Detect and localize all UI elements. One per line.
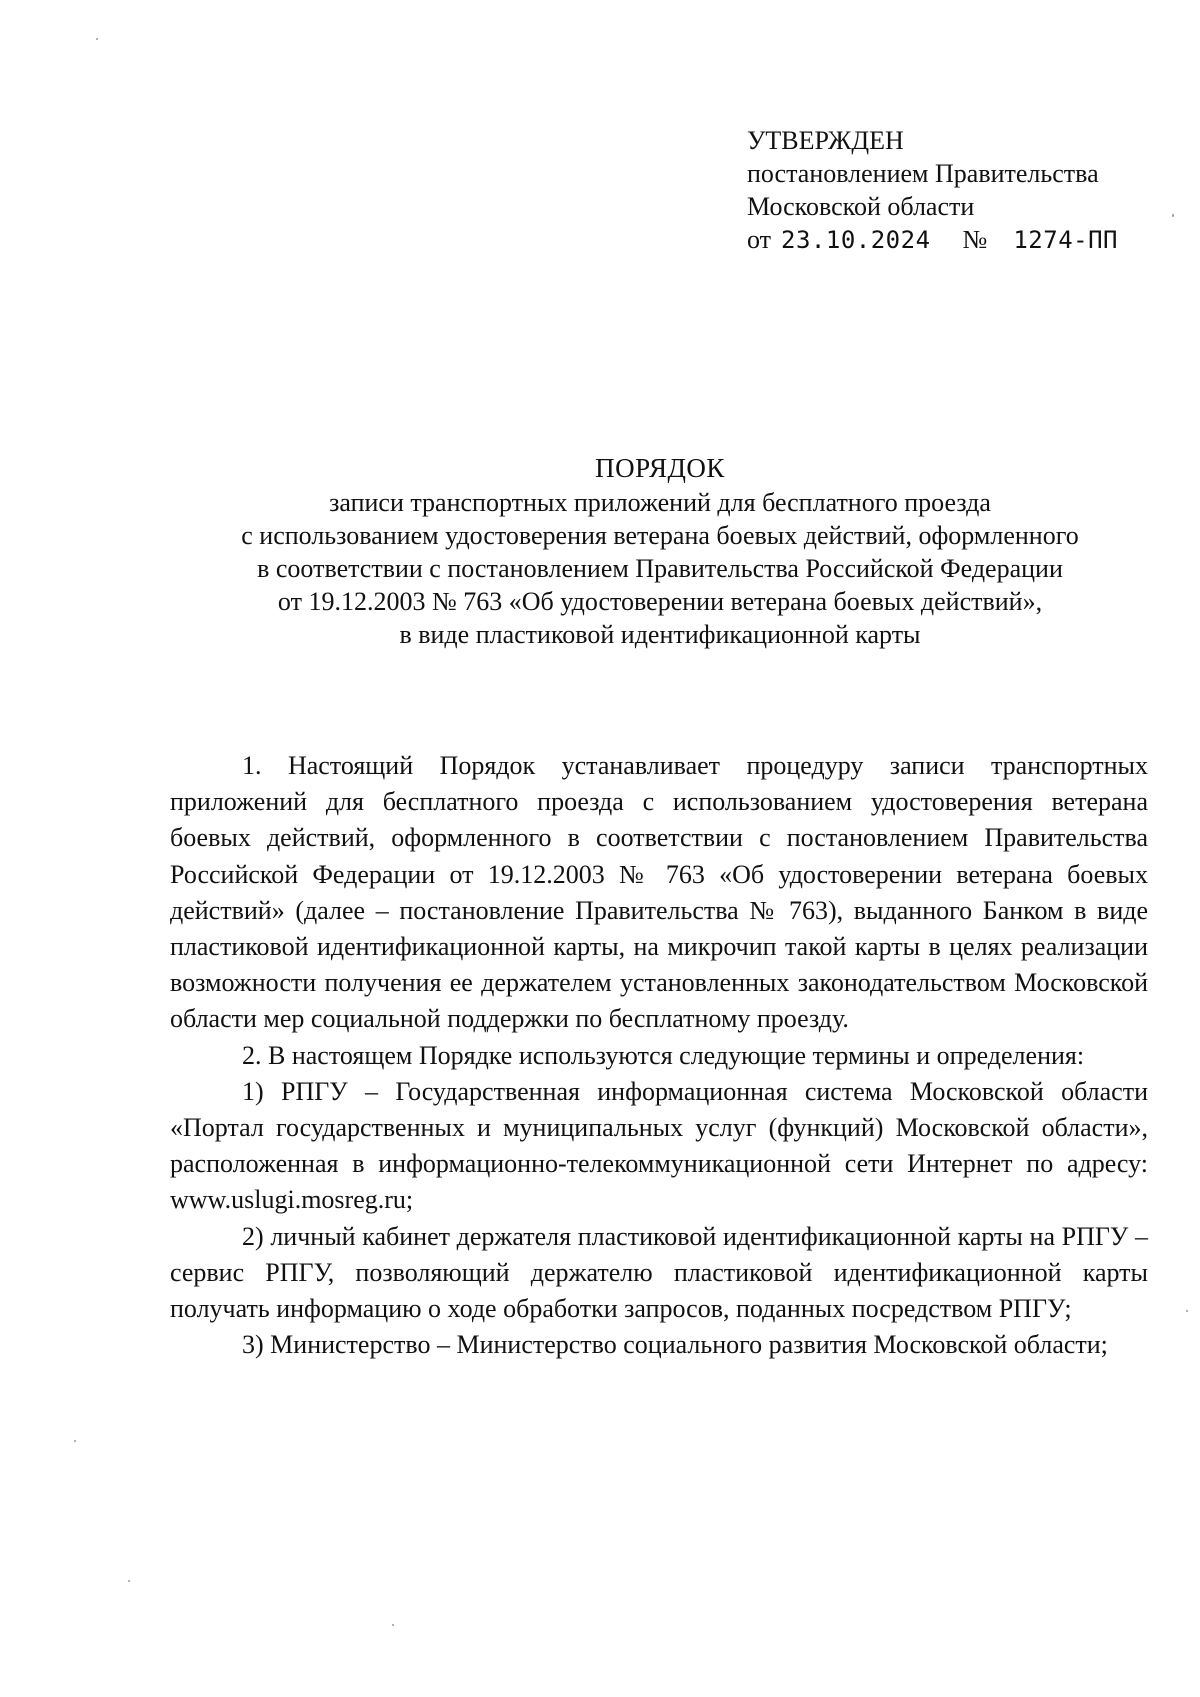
scan-speck — [1186, 1310, 1188, 1312]
title-line: с использованием удостоверения ветерана боевых действий, оформленного — [241, 521, 1079, 550]
approval-from-label: от — [747, 225, 772, 254]
approval-resolution-line: постановлением Правительства — [747, 159, 1099, 188]
definition-ministry: 3) Министерство – Министерство социального развития Московской области; — [242, 1330, 1108, 1360]
scan-speck — [74, 1440, 76, 1442]
scan-speck — [392, 1624, 394, 1626]
document-heading: ПОРЯДОК — [595, 453, 725, 483]
approval-date: 23.10.2024 — [781, 226, 931, 254]
title-line: в соответствии с постановлением Правительства Российской Федерации — [257, 554, 1063, 583]
document-body — [170, 748, 1148, 1363]
title-line: от 19.12.2003 № 763 «Об удостоверении ветерана боевых действий», — [277, 587, 1043, 616]
approval-number-sign: № — [962, 225, 988, 254]
scan-speck — [1172, 214, 1174, 217]
document-title-block — [130, 452, 1190, 651]
paragraph-2: 2. В настоящем Порядке используются следующие термины и определения: — [242, 1040, 1085, 1070]
scan-speck — [96, 38, 98, 40]
scan-speck — [128, 1580, 130, 1582]
definition-personal-account: 2) личный кабинет держателя пластиковой идентификационной карты на РПГУ – сервис РПГУ, позволяющий держателю пластиковой идентификационной карты получать информацию о ходе обработки запросов, поданных посредством РПГУ; — [170, 1221, 1148, 1324]
approval-region-line: Московской области — [747, 192, 975, 221]
approval-block — [747, 124, 1118, 257]
title-line: в виде пластиковой идентификационной карты — [399, 620, 921, 649]
title-line: записи транспортных приложений для бесплатного проезда — [329, 488, 991, 517]
paragraph-1: 1. Настоящий Порядок устанавливает процедуру записи транспортных приложений для бесплатного проезда с использованием удостоверения ветерана боевых действий, оформленного в соответствии с постановлением Правительства Российской Федерации от 19.12.2003 № 763 «Об удостоверении ветерана боевых действий» (далее – постановление Правительства № 763), выданного Банком в виде пластиковой идентификационной карты, на микрочип такой карты в целях реализации возможности получения ее держателем установленных законодательством Московской области мер социальной поддержки по бесплатному проезду. — [170, 751, 1148, 1034]
approval-date-number-line — [747, 223, 1118, 257]
definition-rpgu: 1) РПГУ – Государственная информационная система Московской области «Портал государственных и муниципальных услуг (функций) Московской области», расположенная в информационно-телекоммуникационной сети Интернет по адресу: www.uslugi.mosreg.ru; — [170, 1076, 1148, 1215]
approval-number: 1274-ПП — [1013, 226, 1118, 254]
approval-title: УТВЕРЖДЕН — [747, 126, 904, 155]
